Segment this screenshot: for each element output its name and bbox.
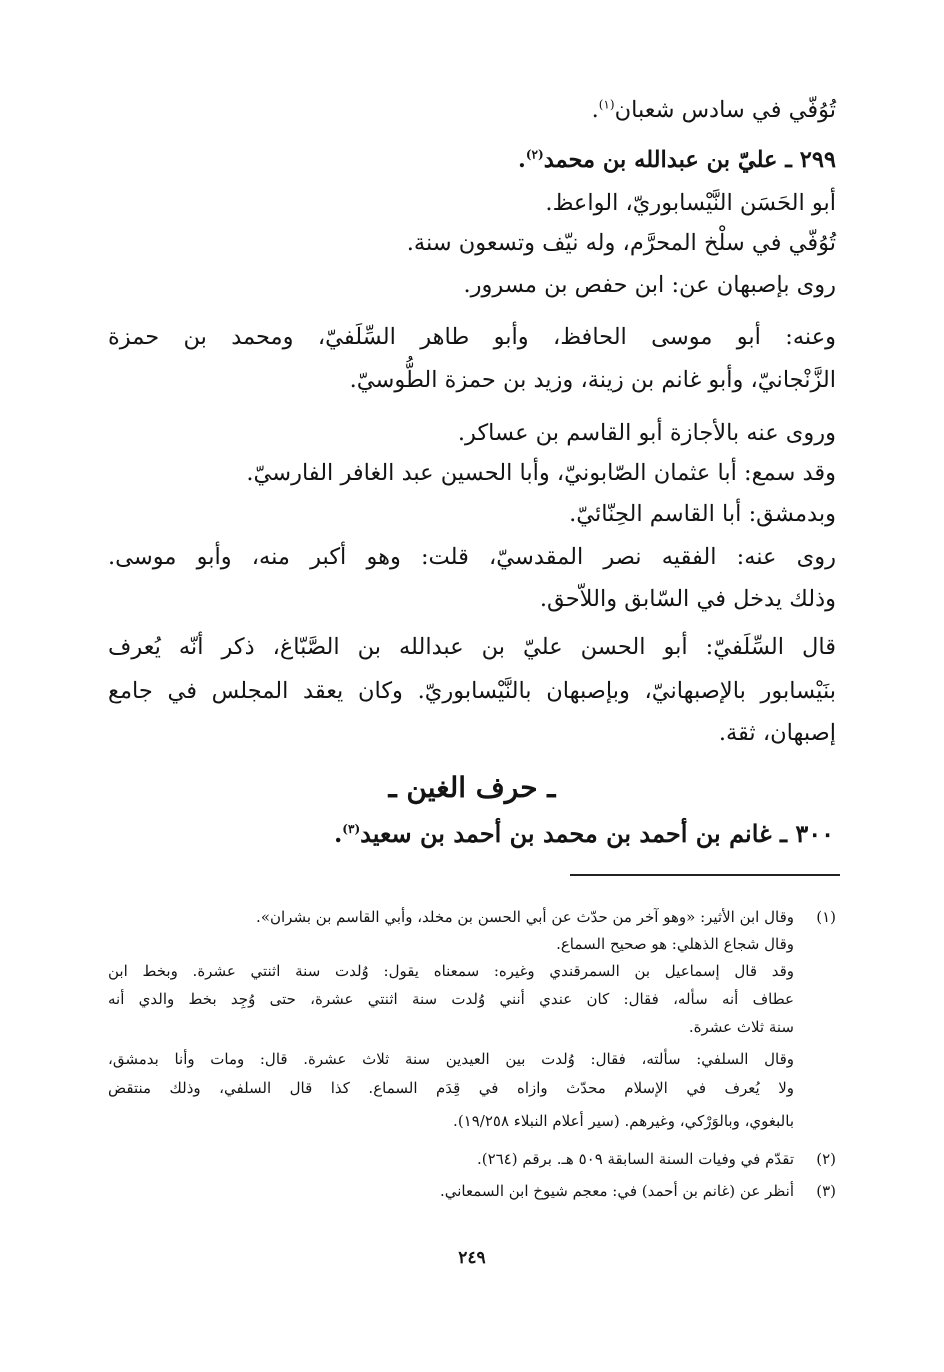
text-line: تُوُفّي في سادس شعبان$^{(١)}$. — [591, 97, 836, 123]
text-line: قال السِّلَفيّ: أبو الحسن عليّ بن عبدالله بن الصَّبّاغ، ذكر أنّه يُعرف — [108, 634, 836, 660]
footnote-line: وقال السلفي: سألته، فقال: وُلدت بين العيدين سنة ثلاث عشرة. قال: ومات وأنا بدمشق، — [108, 1050, 794, 1068]
footnote-line: أنظر عن (غانم بن أحمد) في: معجم شيوخ ابن السمعاني. — [439, 1182, 794, 1200]
text-line: إصبهان، ثقة. — [718, 720, 836, 746]
text-line: روى عنه: الفقيه نصر المقدسيّ، قلت: وهو أكبر منه، وأبو موسى. — [108, 544, 836, 570]
page-number: ٢٤٩ — [458, 1248, 486, 1268]
section-title: ـ حرف الغين ـ — [388, 771, 556, 804]
footnote-line: عطاف أنه سأله، فقال: كان عندي أنني وُلدت سنة اثنتي عشرة، حتى وُجِد بخط والدي أنه — [108, 990, 794, 1008]
footnote-ref: (٣) — [342, 822, 361, 836]
text-line: وبدمشق: أبا القاسم الحِنّائيّ. — [569, 501, 836, 527]
footnote-ref: (٢) — [525, 147, 544, 162]
footnote-line: وقال ابن الأثير: «وهو آخر من حدّث عن أبي الحسن بن مخلد، وأبي القاسم بن بشران». — [256, 908, 794, 926]
entry-heading-299: ٢٩٩ ـ عليّ بن عبدالله بن محمد$^{(٢)}$. — [518, 147, 836, 173]
footnote-separator — [570, 874, 840, 876]
text-line: روى بإصبهان عن: ابن حفص بن مسرور. — [463, 272, 836, 298]
footnote-number: (٣) — [816, 1182, 836, 1200]
footnote-ref: (١) — [598, 97, 615, 112]
text-line: وقد سمع: أبا عثمان الصّابونيّ، وأبا الحسين عبد الغافر الفارسيّ. — [246, 460, 836, 486]
footnote-number: (٢) — [816, 1150, 836, 1168]
text-line: وعنه: أبو موسى الحافظ، وأبو طاهر السِّلَفيّ، ومحمد بن حمزة — [108, 324, 836, 350]
entry-heading-300: ٣٠٠ ـ غانم بن أحمد بن محمد بن أحمد بن سعيد$^{(٣)}$. — [333, 819, 834, 848]
footnote-line: سنة ثلاث عشرة. — [688, 1018, 794, 1036]
footnote-number: (١) — [816, 908, 836, 926]
footnote-line: وقد قال إسماعيل بن السمرقندي وغيره: سمعناه يقول: وُلدت سنة اثنتي عشرة. وبخط ابن — [108, 962, 794, 980]
text-line: أبو الحَسَن النَّيْسابوريّ، الواعظ. — [545, 190, 836, 216]
footnote-line: ولا يُعرف في الإسلام محدّث وازاه في قِدَم السماع. كذا قال السلفي، وذلك منتقض — [108, 1079, 794, 1097]
text-line: تُوُفّي في سلْخ المحرَّم، وله نيّف وتسعون سنة. — [406, 230, 836, 256]
text-line: وروى عنه بالأجازة أبو القاسم بن عساكر. — [457, 420, 836, 446]
text-line: الزَّنْجانيّ، وأبو غانم بن زينة، وزيد بن حمزة الطُّوسيّ. — [349, 367, 836, 393]
text-line: وذلك يدخل في السّابق واللاّحق. — [539, 586, 836, 612]
footnote-line: وقال شجاع الذهلي: هو صحيح السماع. — [556, 935, 794, 953]
text-line: بنَيْسابور بالإصبهانيّ، وبإصبهان بالنَّيْسابوريّ. وكان يعقد المجلس في جامع — [108, 678, 836, 704]
footnote-line: تقدّم في وفيات السنة السابقة ٥٠٩ هـ. برقم (٢٦٤). — [476, 1150, 794, 1168]
footnote-line: بالبغوي، وبالوَرْكي، وغيرهم. (سير أعلام النبلاء ١٩/٢٥٨). — [453, 1112, 794, 1130]
